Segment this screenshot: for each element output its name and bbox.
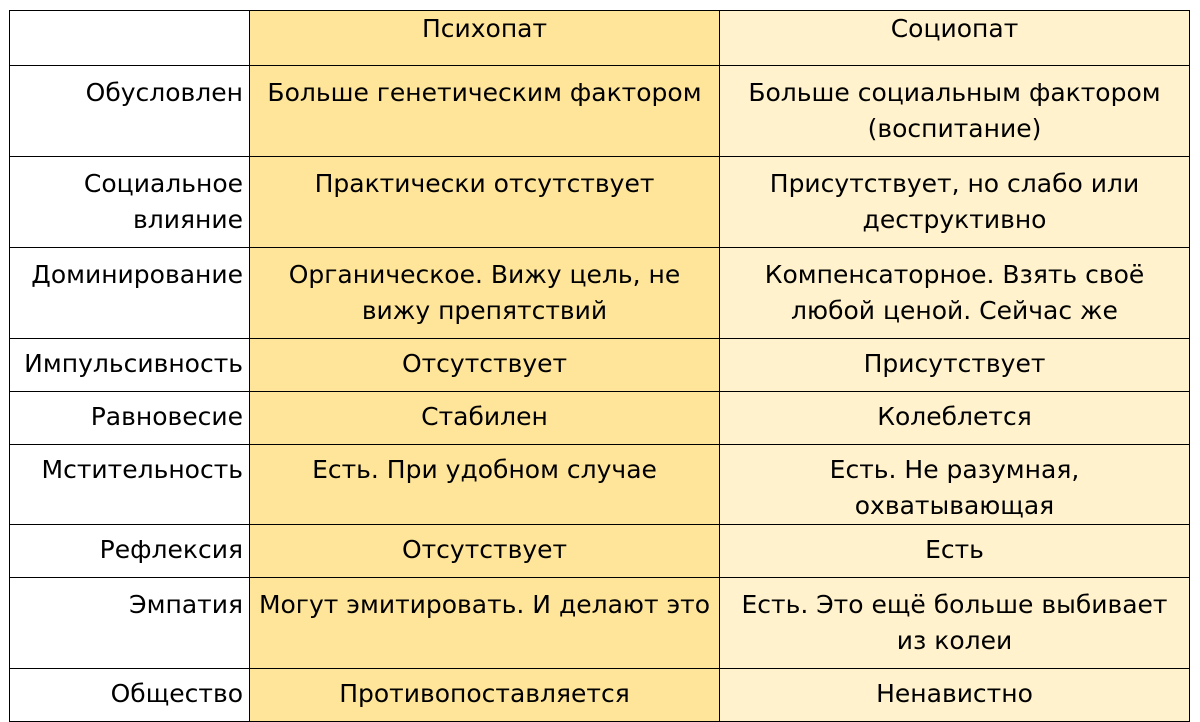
header-psychopath: Психопат: [250, 11, 720, 66]
psychopath-cell-text: Отсутствует: [401, 535, 568, 564]
sociopath-cell: [720, 578, 1190, 669]
sociopath-cell-text: Компенсаторное. Взять своё любой ценой. Сейчас же: [764, 260, 1145, 325]
sociopath-cell-text: Больше социальным фактором (воспитание): [748, 78, 1161, 143]
sociopath-cell: [720, 339, 1190, 392]
psychopath-cell-text: Больше генетическим фактором: [267, 78, 702, 107]
table-row: [10, 157, 1190, 248]
header-corner-cell: [10, 11, 250, 66]
sociopath-cell: [720, 669, 1190, 722]
table-row: [10, 445, 1190, 525]
row-label: [10, 578, 250, 669]
row-label-text: Рефлексия: [99, 535, 243, 564]
row-label-text: Равновесие: [90, 402, 243, 431]
table-row: [10, 339, 1190, 392]
sociopath-cell-text: Колеблется: [877, 402, 1032, 431]
psychopath-cell-text: Противопоставляется: [339, 679, 630, 708]
row-label: [10, 392, 250, 445]
psychopath-cell-text: Отсутствует: [401, 349, 568, 378]
psychopath-cell: [250, 669, 720, 722]
row-label-text: Социальное влияние: [83, 169, 243, 234]
row-label-text: Обусловлен: [85, 78, 243, 107]
psychopath-cell-text: Органическое. Вижу цель, не вижу препятствий: [288, 260, 681, 325]
sociopath-cell: [720, 248, 1190, 339]
psychopath-cell: [250, 525, 720, 578]
sociopath-cell-text: Есть. Не разумная, охватывающая: [829, 455, 1080, 520]
row-label: [10, 339, 250, 392]
row-label-text: Импульсивность: [24, 349, 243, 378]
table-row: [10, 66, 1190, 157]
table-row: [10, 248, 1190, 339]
table-row: [10, 525, 1190, 578]
row-label: [10, 669, 250, 722]
row-label-text: Эмпатия: [129, 590, 243, 619]
sociopath-cell: [720, 157, 1190, 248]
row-label: [10, 445, 250, 525]
row-label-text: Общество: [110, 679, 243, 708]
row-label-text: Доминирование: [31, 260, 243, 289]
header-sociopath: Социопат: [720, 11, 1190, 66]
table-row: [10, 669, 1190, 722]
psychopath-cell-text: Практически отсутствует: [314, 169, 655, 198]
psychopath-cell: [250, 445, 720, 525]
psychopath-cell-text: Есть. При удобном случае: [312, 455, 657, 484]
psychopath-cell: [250, 578, 720, 669]
sociopath-cell-text: Есть. Это ещё больше выбивает из колеи: [741, 590, 1168, 655]
psychopath-cell-text: Стабилен: [421, 402, 548, 431]
psychopath-cell: [250, 66, 720, 157]
psychopath-cell: [250, 157, 720, 248]
sociopath-cell: [720, 392, 1190, 445]
sociopath-cell: [720, 525, 1190, 578]
sociopath-cell-text: Присутствует, но слабо или деструктивно: [769, 169, 1140, 234]
sociopath-cell-text: Есть: [925, 535, 984, 564]
row-label: [10, 66, 250, 157]
psychopath-cell: [250, 392, 720, 445]
psychopath-cell-text: Могут эмитировать. И делают это: [258, 590, 711, 619]
comparison-table: [9, 10, 1190, 722]
psychopath-cell: [250, 339, 720, 392]
row-label: [10, 525, 250, 578]
psychopath-cell: [250, 248, 720, 339]
table-row: [10, 578, 1190, 669]
header-row: [10, 11, 1190, 66]
row-label: [10, 248, 250, 339]
sociopath-cell: [720, 66, 1190, 157]
sociopath-cell-text: Присутствует: [863, 349, 1046, 378]
row-label: [10, 157, 250, 248]
comparison-table-wrapper: [9, 10, 1190, 722]
row-label-text: Мстительность: [41, 455, 243, 484]
table-row: [10, 392, 1190, 445]
sociopath-cell-text: Ненавистно: [876, 679, 1033, 708]
sociopath-cell: [720, 445, 1190, 525]
